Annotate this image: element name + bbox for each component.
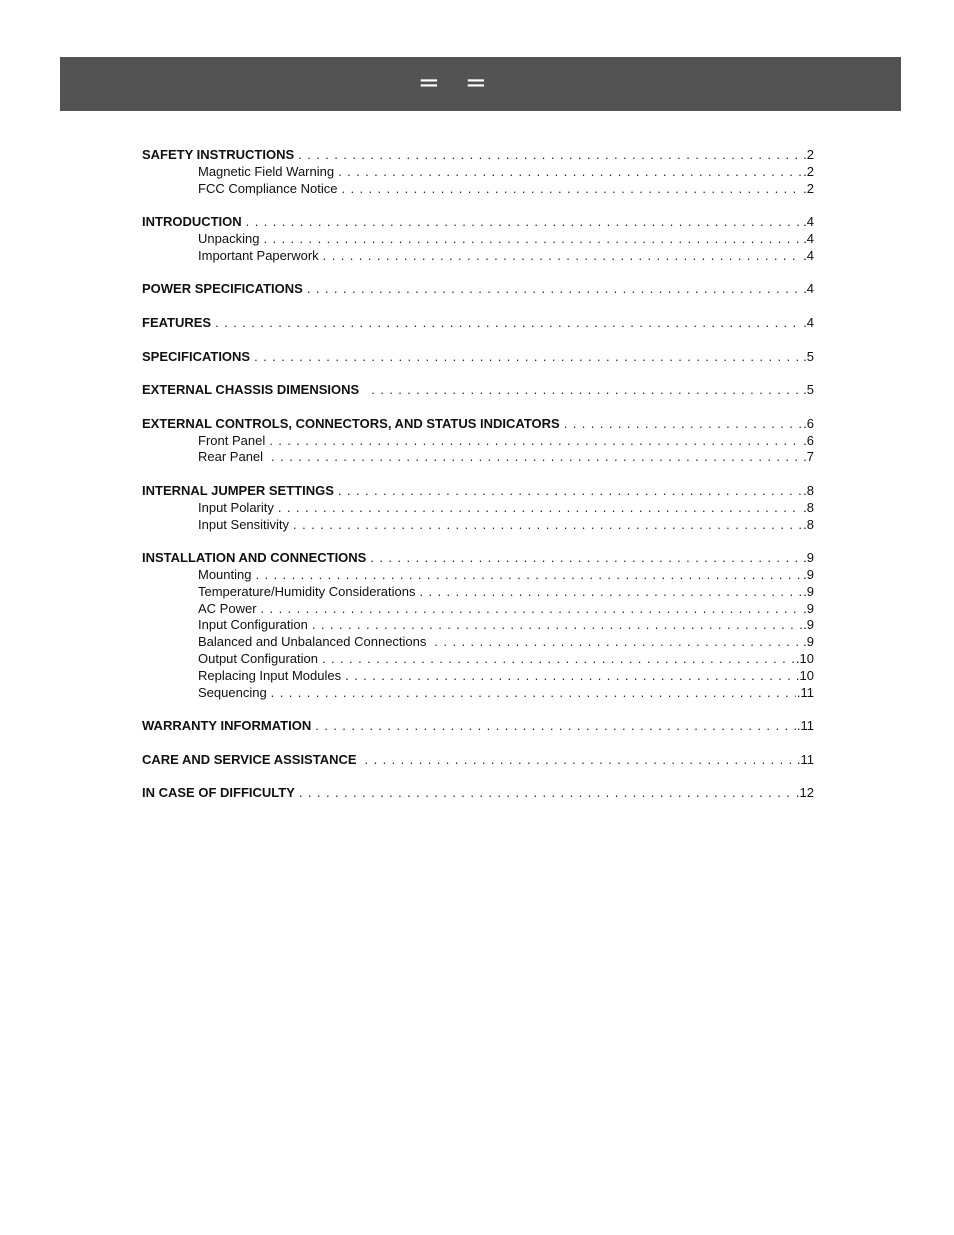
toc-leader-dots [246,214,802,231]
toc-entry-power-specifications[interactable] [142,281,814,298]
toc-entry-page: .5 [803,348,814,364]
toc-entry-title: EXTERNAL CHASSIS DIMENSIONS [142,382,360,398]
toc-entry-safety-instructions[interactable] [142,147,814,164]
toc-leader-dots [341,181,802,198]
toc-leader-dots [278,500,802,517]
toc-leader-dots [419,584,802,601]
toc-entry-external-chassis-dimensions[interactable] [142,382,814,399]
toc-entry-fcc-compliance-notice[interactable] [142,181,814,198]
toc-entry-features[interactable] [142,315,814,332]
toc-entry-unpacking[interactable] [142,231,814,248]
toc-entry-title: AC Power [198,600,257,616]
toc-entry-page: .4 [803,214,814,230]
toc-entry-title: IN CASE OF DIFFICULTY [142,785,295,801]
toc-entry-title: SAFETY INSTRUCTIONS [142,147,295,162]
toc-entry-title: Output Configuration [198,650,318,666]
toc-entry-page: .7 [803,449,814,465]
toc-entry-title: INTERNAL JUMPER SETTINGS [142,482,334,498]
toc-leader-dots [338,483,802,500]
toc-leader-dots [312,617,802,634]
toc-entry-page: .10 [795,667,814,683]
toc-entry-page: .11 [796,718,814,734]
toc-entry-page: .11 [796,684,814,700]
toc-entry-title: Input Polarity [198,499,274,515]
toc-entry-page: .9 [803,550,814,566]
toc-entry-page: .9 [803,600,814,616]
toc-entry-page: .8 [803,482,814,498]
toc-entry-introduction[interactable] [142,214,814,231]
toc-leader-dots [434,634,802,651]
toc-leader-dots [261,601,803,618]
header-bar [60,57,901,111]
toc-leader-dots [564,416,802,433]
toc-leader-dots [365,752,796,769]
toc-entry-title: EXTERNAL CONTROLS, CONNECTORS, AND STATUS INDICATORS [142,415,560,431]
toc-entry-care-and-service[interactable] [142,752,814,769]
toc-entry-page: .4 [803,230,814,246]
toc-entry-title: Sequencing [198,684,267,700]
toc-entry-input-sensitivity[interactable] [142,517,814,534]
header-glyph-right: = [465,68,487,98]
toc-entry-page: .6 [803,432,814,448]
toc-entry-output-configuration[interactable] [142,651,814,668]
toc-entry-title: INTRODUCTION [142,214,242,230]
toc-entry-title: Replacing Input Modules [198,667,342,683]
toc-entry-title: Temperature/Humidity Considerations [198,583,416,599]
toc-entry-page: .2 [803,147,814,162]
toc-entry-title: CARE AND SERVICE ASSISTANCE [142,751,357,767]
toc-entry-magnetic-field-warning[interactable] [142,164,814,181]
toc-entry-title: SPECIFICATIONS [142,348,251,364]
toc-entry-title: Balanced and Unbalanced Connections [198,634,427,650]
toc-leader-dots [293,517,802,534]
toc-entry-input-configuration[interactable] [142,617,814,634]
toc-entry-title: Unpacking [198,230,260,246]
toc-entry-replacing-input-modules[interactable] [142,668,814,685]
toc-entry-page: .6 [803,415,814,431]
toc-leader-dots [215,315,802,332]
toc-entry-page: .12 [795,785,814,801]
toc-leader-dots [322,651,795,668]
toc-entry-title: Important Paperwork [198,247,319,263]
toc-entry-page: .9 [803,566,814,582]
toc-entry-sequencing[interactable] [142,685,814,702]
toc-entry-title: Input Configuration [198,617,308,633]
toc-leader-dots [299,785,795,802]
toc-entry-page: .8 [803,516,814,532]
toc-entry-page: .9 [803,634,814,650]
toc-leader-dots [254,349,802,366]
toc-leader-dots [323,248,802,265]
toc-leader-dots [307,281,802,298]
toc-entry-title: Rear Panel [198,449,264,465]
toc-entry-specifications[interactable] [142,349,814,366]
toc-entry-input-polarity[interactable] [142,500,814,517]
toc-entry-mounting[interactable] [142,567,814,584]
toc-entry-front-panel[interactable] [142,433,814,450]
toc-leader-dots [271,449,802,466]
toc-entry-internal-jumper-settings[interactable] [142,483,814,500]
toc-entry-in-case-of-difficulty[interactable] [142,785,814,802]
toc-entry-external-controls[interactable] [142,416,814,433]
toc-entry-balanced-unbalanced[interactable] [142,634,814,651]
toc-entry-page: .11 [796,751,814,767]
toc-leader-dots [315,718,796,735]
toc-entry-ac-power[interactable] [142,601,814,618]
header-glyph-left: = [418,68,440,98]
toc-leader-dots [338,164,802,181]
toc-entry-title: FEATURES [142,314,212,330]
toc-leader-dots [255,567,802,584]
toc-entry-warranty-information[interactable] [142,718,814,735]
toc-entry-title: Mounting [198,566,252,582]
toc-entry-page: .9 [803,617,814,633]
toc-leader-dots [271,685,796,702]
toc-entry-page: .4 [803,314,814,330]
toc-entry-page: .5 [803,382,814,398]
toc-entry-important-paperwork[interactable] [142,248,814,265]
toc-leader-dots [371,382,802,399]
toc-entry-title: POWER SPECIFICATIONS [142,281,303,297]
toc-entry-installation-and-connections[interactable] [142,550,814,567]
toc-entry-page: .8 [803,499,814,515]
toc-entry-page: .10 [795,650,814,666]
toc-entry-title: FCC Compliance Notice [198,180,338,196]
toc-entry-page: .4 [803,247,814,263]
toc-entry-page: .2 [803,163,814,179]
toc-entry-page: .9 [803,583,814,599]
toc-leader-dots [269,433,802,450]
toc-entry-title: Front Panel [198,432,266,448]
toc-leader-dots [263,231,802,248]
table-of-contents [142,147,814,802]
toc-entry-page: .2 [803,180,814,196]
toc-entry-rear-panel[interactable] [142,449,814,466]
toc-leader-dots [370,550,802,567]
toc-leader-dots [345,668,795,685]
toc-entry-temperature-humidity[interactable] [142,584,814,601]
toc-entry-title: Magnetic Field Warning [198,163,335,179]
toc-leader-dots [298,147,802,164]
toc-entry-title: INSTALLATION AND CONNECTIONS [142,550,367,566]
toc-entry-title: Input Sensitivity [198,516,290,532]
toc-entry-title: WARRANTY INFORMATION [142,718,312,734]
toc-entry-page: .4 [803,281,814,297]
